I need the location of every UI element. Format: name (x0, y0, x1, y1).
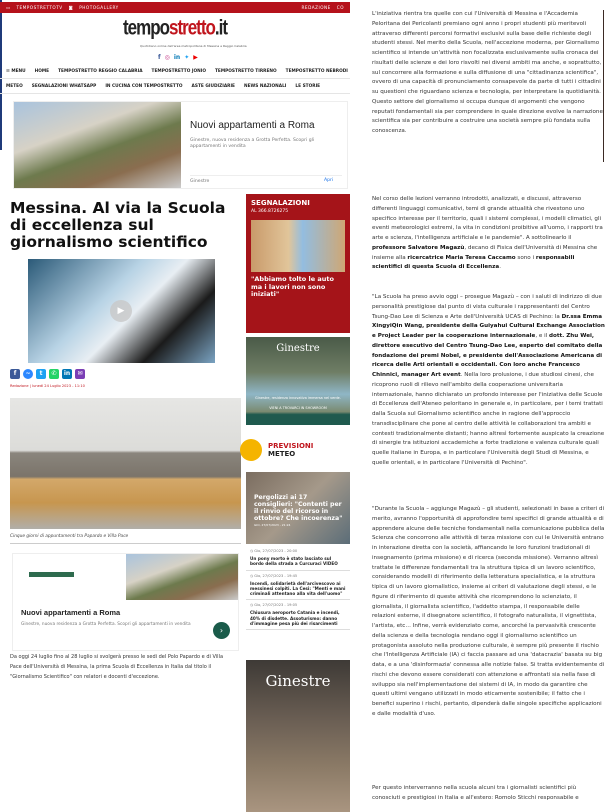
ad-image (14, 102, 181, 188)
list-item[interactable] (246, 571, 350, 601)
nav-tirreno[interactable]: TEMPOSTRETTO TIRRENO (214, 68, 277, 74)
ad-brand: Ginestre (190, 175, 342, 185)
tv-icon: ▭ (6, 5, 11, 10)
article-photo (10, 398, 241, 529)
nav-aste[interactable]: ASTE GIUDIZIARIE (191, 84, 235, 89)
site-logo[interactable] (120, 16, 230, 41)
photogallery-link[interactable]: PHOTOGALLERY (79, 5, 119, 10)
nav-nebrodi[interactable]: TEMPOSTRETTO NEBRODI (285, 68, 348, 74)
youtube-icon[interactable]: ▶ (193, 54, 198, 61)
top-bar (0, 2, 350, 13)
ad-text: Ginestre, nuova residenza a Grotta Perfetta. Scopri gli appartamenti in vendita (190, 138, 315, 149)
linkedin-icon[interactable]: in (173, 54, 181, 61)
article-paragraph: "Durante la Scuola – aggiunge Magazù – gli studenti, selezionati in base a criteri di merito, avranno l'opportunità di approfondire temi specifici di grande attualità e di apprendere alcune delle tecniche fondamentali nella comunicazione pubblica della Scienza che concorrono alle attività di terza missione con cui le Università entrano in interazione diretta con la società, affiancando le loro funzioni tradizionali di insegnamento (prima missione) e di ricerca (seconda missione). Verranno altresì trattate le differenze fondamentali tra la struttura tipica di un lavoro scientifico, considerando modelli di riferimento della letteratura specialistica, e la struttura tipica di un lavoro giornalistico, insieme ai criteri di valutazione degli stessi, e le figure di riferimento di queste attività che ricomprendono lo scienziato, il giornalista, il giornalista scientifico, l'addetto stampa, il responsabile delle relazioni esterne, il disegnatore scientifico, il fotografo naturalista, il vignettista, l'artista, etc… Infine, verrà evidenziato come, ancorché la pervasività crescente della scienza e della tecnologia rendano oggi il giornalismo scientifico un protagonista assoluto nella produzione culturale, è sempre più presente il rischio che l'Intelligenza Artificiale (IA) ci faccia passare ad una 'datacrazia' basata su big data, e a una 'disinformazia' connessa alle notizie false. Si tratta evidentemente di rischi che devono essere considerati con attenzione e affrontati sia nella fase di sviluppo sia nell'implementazione dei sistemi di IA, in modo da garantire che questi ultimi vengano utilizzati in modo eticamente sostenibile; il fatto che i benefici superino i rischi, pertanto, dipenderà dalle singole specifiche applicazioni e dalle modalità d'uso. (372, 506, 605, 717)
contatti-link[interactable]: CO (336, 5, 344, 10)
news-date: ◷ Gio, 27/07/2023 - 19:45 (250, 573, 298, 578)
nav-cucina[interactable]: IN CUCINA CON TEMPOSTRETTO (105, 84, 183, 89)
news-title: Un pony morto è stato lasciato sul bordo della strada a Curcuraci VIDEO (250, 556, 338, 567)
nav-home[interactable]: HOME (34, 68, 50, 74)
instagram-icon[interactable]: ◎ (164, 54, 170, 61)
meteo-banner[interactable] (246, 430, 350, 470)
ad-brand: Ginestre (265, 672, 331, 690)
ad-image (126, 554, 238, 600)
news-date: ◷ Gio, 27/07/2023 - 19:05 (250, 603, 298, 608)
ad-text: Ginestre, residenza innovativa immersa nel verde. (255, 396, 341, 400)
photo-caption: Cinque giorni di appuntamenti tra Papardo e Villa Pace (10, 534, 241, 544)
ad-banner-top[interactable] (13, 101, 348, 189)
nav-jonio[interactable]: TEMPOSTRETTO JONIO (151, 68, 206, 74)
news-title: Chiusura aeroporto Catania e incendi, 40% di disdette. Assoturismo: danno d'immagine pesa più dei risarcimenti (250, 610, 340, 627)
article-byline: Redazione | lunedì 24 Luglio 2023 - 11:10 (10, 384, 85, 388)
nav-storie[interactable]: LE STORIE (295, 84, 321, 89)
article-intro: Da oggi 24 luglio fino al 28 luglio si svolgerà presso le sedi del Polo Papardo e di Villa Pace dell'Università di Messina, la prima Scuola di Eccellenza in Italia dal titolo il "Giornalismo Scientifico" con relatori e docenti d'eccezione. (10, 654, 224, 680)
ad-cta[interactable]: VIENI A TROVARCI IN SHOWROOM (269, 406, 327, 410)
news-date: ◷ Gio, 27/07/2023 - 20:00 (250, 549, 298, 553)
camera-icon: ◙ (68, 5, 74, 10)
nav-reggio[interactable]: TEMPOSTRETTO REGGIO CALABRIA (58, 68, 143, 74)
list-item[interactable] (246, 600, 350, 630)
article-title: Messina. Al via la Scuola di eccellenza sul giornalismo scientifico (10, 199, 226, 251)
article-paragraph: Nel corso delle lezioni verranno introdotti, analizzati, e discussi, attraverso differenti linguaggi comunicativi, temi di grande attualità che rivestono uno specifico interesse per il territorio, quali i sistemi complessi, i modelli climatici, gli eventi meteorologici estremi, la vita in condizioni proibitive all'uomo, i rapporti tra arte e scienza, l'intelligenza artificiale e le pandemie". A sottolinearlo il professore Salvatore Magazù, decano di Fisica dell'Università di Messina che insieme alla ricercatrice Maria Teresa Caccamo sono i responsabili scientifici di questa Scuola di Eccellenza. (372, 196, 603, 271)
facebook-icon[interactable]: f (158, 54, 161, 61)
segnalazioni-phone: AL 366.8726275 (251, 209, 289, 214)
featured-news[interactable] (246, 472, 350, 544)
featured-title: Pergolizzi ai 17 consiglieri: "Contenti per il rinvio del ricorso in ottobre? Che incoerenza" (254, 494, 343, 522)
ad-banner-inline[interactable] (12, 553, 239, 651)
nav-menu[interactable]: ☰ MENU (6, 68, 26, 74)
facebook-share-icon[interactable]: f (10, 369, 20, 379)
logo-part: tempo (122, 15, 169, 40)
social-links (158, 54, 198, 61)
meteo-line2: METEO (268, 450, 296, 458)
featured-date: GIO, 27/07/2023 - 21:24 (254, 523, 291, 527)
segnalazioni-box[interactable] (246, 194, 350, 333)
article-paragraph: L'iniziativa rientra tra quelle con cui l'Università di Messina e l'Accademia Peloritana dei Pericolanti premiano ogni anno i propri studenti più meritevoli attraverso differenti percorsi formativi esclusivi sulla base delle richieste degli studenti stessi. Nel merito della Scuola, nell'accezione moderna, per Giornalismo scientifico si intende un'attività non focalizzata esclusivamente sulla cronaca dei risultati delle scienze e dei loro risvolti nei diversi ambiti ma anche, e soprattutto, sul concorrere alla formazione e sulla diffusione di una "cittadinanza scientifica", ovvero di una capacità di pronunciamento consapevole da parte di tutti i cittadini su questioni che riguardano scienza e tecnologia, per interpretare la quotidianità. Questo settore del giornalismo si occupa dunque di argomenti che vengono reputati fondamentali sia per comprendere in quale direzione evolve la narrazione scientifica sia per contribuire a costruire una società sempre più fondata sulla conoscenza. (372, 11, 603, 134)
tagline: Quotidiano online dell'area metropolitana di Messina e Reggio Calabria (140, 44, 247, 48)
ad-logo (29, 572, 74, 577)
main-nav (0, 64, 350, 79)
logo-part: stretto (168, 15, 215, 40)
ad-title: Nuovi appartamenti a Roma (190, 120, 315, 131)
sun-icon (240, 439, 262, 461)
chevron-right-icon[interactable]: › (213, 622, 230, 639)
meteo-line1: PREVISIONI (268, 442, 314, 450)
article-paragraph: Per questo interverranno nella scuola alcuni tra i giornalisti scientifici più conosciuti e prestigiosi in Italia e all'estero: Romolo Sticchi responsabile e (372, 785, 579, 801)
nav-nazionali[interactable]: NEWS NAZIONALI (244, 84, 287, 89)
messenger-share-icon[interactable]: ~ (23, 369, 33, 379)
segnalazioni-title: SEGNALAZIONI (251, 199, 310, 207)
redazione-link[interactable]: REDAZIONE (301, 5, 331, 10)
news-title: Incendi, solidarietà dell'arcivescovo ai messinesi colpiti. La Cesi: "Menti e mani criminali attentano alla vita dell'uomo" (250, 580, 346, 597)
secondary-nav (0, 80, 350, 94)
logo-part: .it (214, 15, 227, 40)
email-share-icon[interactable]: ✉ (75, 369, 85, 379)
list-item[interactable] (246, 546, 350, 571)
ad-text: Ginestre, nuova residenza a Grotta Perfetta. Scopri gli appartamenti in vendita (21, 622, 191, 627)
news-list (246, 546, 350, 630)
share-bar (10, 369, 85, 379)
ginestre-ad[interactable] (246, 337, 350, 425)
segnalazioni-headline[interactable]: "Abbiamo tolto le auto ma i lavori non sono iniziati" (251, 275, 334, 298)
ad-title: Nuovi appartamenti a Roma (21, 608, 121, 617)
ad-brand: Ginestre (276, 343, 320, 354)
nav-whatsapp[interactable]: SEGNALAZIONI WHATSAPP (31, 84, 97, 89)
ad-open-button[interactable]: Apri (324, 178, 334, 183)
article-paragraph: "La Scuola ha preso avvio oggi – prosegue Magazù – con i saluti di indirizzo di due personalità prestigiose dal punto di vista culturale i rappresentanti del Centro Tsung-Dao Lee di Scienza e Arte dell'Università UCAS di Pechino: la Dr.ssa Emma XingyiQin Wang, presidente della Guiyahui Cultural Exchange Association e Project Leader per la cooperazione internazionale, e il dott. Zhu Wei, direttore esecutivo del Centro Tsung-Dao Lee, esperto del comitato della fondazione dei premi Nobel, e presidente dell'Associazione Americana di ricerca delle Arti orientali e occidentali. Con loro anche Francesco Chinnici, manager Art event. Nella loro prolusione, i due studiosi cinesi, che ricoprono ruoli di rilievo nell'ambito della cooperazione universitaria internazionale, hanno dichiarato un profondo interesse per l'iniziativa delle Scuole di Eccellenza dell'Ateneo peloritano in generale e, in particolare, per i temi trattati dalla Scuola sul Giornalismo scientifico anche in ragione dell'approccio transdisciplinare che pone al centro delle attività le collaborazioni tra ambiti e contesti tradizionalmente distanti; hanno altresì fortemente auspicato la creazione di sinergie tra istituzioni accademiche a forte tradizione e valenza culturale quali quelle italiane in Europa, e in particolare l'Università degli Studi di Messina, e quelle orientali, e in particolare l'Università di Pechino". (372, 294, 605, 466)
twitter-share-icon[interactable]: t (36, 369, 46, 379)
twitter-icon[interactable]: ✦ (184, 54, 190, 61)
linkedin-share-icon[interactable]: in (63, 370, 71, 377)
play-icon[interactable]: ▶ (110, 300, 132, 322)
whatsapp-share-icon[interactable]: ✆ (49, 369, 59, 379)
tempostretto-tv-link[interactable]: TEMPOSTRETTOTV (16, 5, 63, 10)
nav-meteo[interactable]: METEO (6, 84, 23, 89)
ginestre-ad-2[interactable] (246, 660, 350, 812)
segnalazioni-image[interactable] (251, 220, 345, 272)
